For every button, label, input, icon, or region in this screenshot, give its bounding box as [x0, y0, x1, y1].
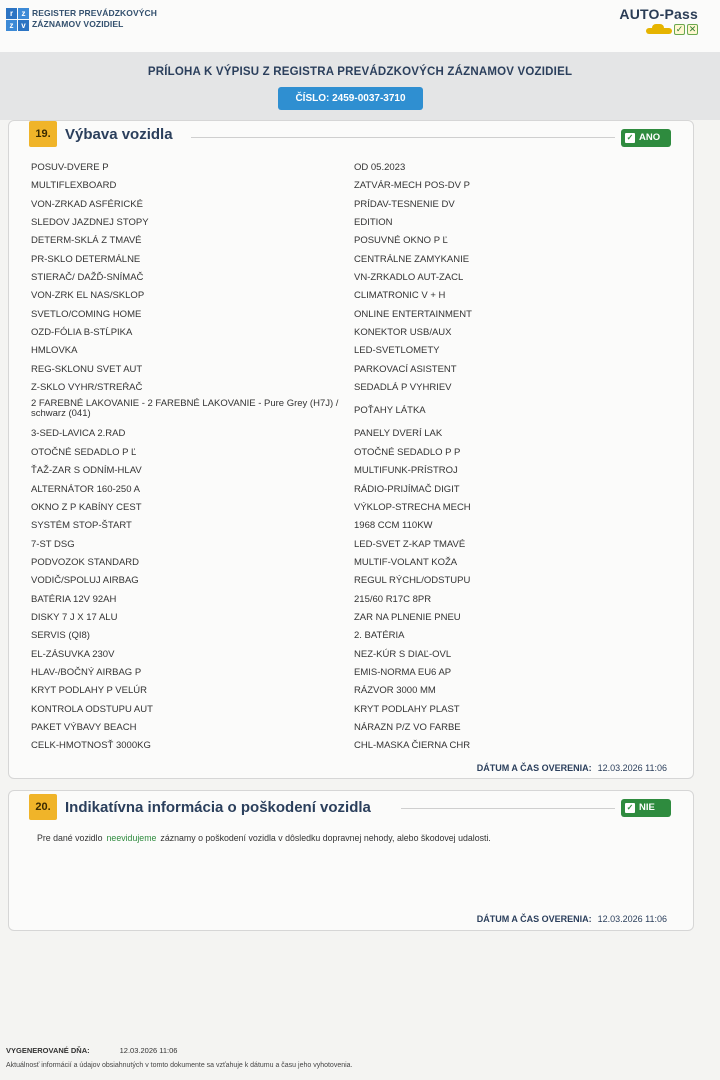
list-item: OTOČNÉ SEDADLO P Ľ [31, 446, 137, 458]
status-badge-label: ANO [639, 132, 661, 143]
list-item: REGUL RÝCHL/ODSTUPU [354, 575, 471, 587]
list-item: CELK-HMOTNOSŤ 3000KG [31, 740, 151, 752]
list-item: KONEKTOR USB/AUX [354, 327, 452, 339]
generated-value: 12.03.2026 11:06 [119, 1046, 178, 1055]
list-item: PRÍDAV-TESNENIE DV [354, 198, 455, 210]
list-item: OZD-FÓLIA B-STĹPIKA [31, 327, 133, 339]
list-item: STIERAČ/ DAŽĎ-SNÍMAČ [31, 272, 144, 284]
list-item: POSUVNÉ OKNO P Ľ [354, 235, 448, 247]
check-icon: ✓ [626, 133, 634, 142]
check-icon: ✓ [626, 803, 634, 812]
list-item: VN-ZRKADLO AUT-ZACL [354, 272, 464, 284]
list-item: REG-SKLONU SVET AUT [31, 363, 143, 375]
damage-info-suffix: záznamy o poškodení vozidla v dôsledku dopravnej nehody, alebo škodovej udalosti. [160, 833, 491, 843]
list-item: ALTERNÁTOR 160-250 A [31, 483, 140, 495]
list-item: KRYT PODLAHY PLAST [354, 703, 460, 715]
list-item: PODVOZOK STANDARD [31, 556, 140, 568]
list-item: MULTIF-VOLANT KOŽA [354, 556, 458, 568]
equipment-list-left [31, 159, 361, 756]
list-item: KONTROLA ODSTUPU AUT [31, 703, 153, 715]
verification-datetime [477, 763, 667, 773]
list-item: VODIČ/SPOLUJ AIRBAG [31, 575, 139, 587]
list-item: Z-SKLO VYHR/STREŔAČ [31, 382, 143, 394]
generated-label: VYGENEROVANÉ DŇA: [6, 1046, 90, 1055]
section-vehicle-equipment [8, 120, 694, 779]
status-badge-label: NIE [639, 802, 655, 813]
autopass-brand: AUTO-Pass [619, 6, 698, 22]
list-item: SEDADLÁ P VYHRIEV [354, 382, 452, 394]
list-item: OD 05.2023 [354, 162, 406, 173]
register-logo-icon: r z z v [6, 8, 28, 30]
section-title: Výbava vozidla [65, 126, 173, 143]
equipment-list-right [354, 159, 684, 756]
list-item: NEZ-KÚR S DIAĽ-OVL [354, 648, 452, 660]
list-item: NÁRAZN P/Z VO FARBE [354, 721, 461, 733]
verification-datetime-value: 12.03.2026 11:06 [597, 914, 667, 924]
verification-datetime-label: DÁTUM A ČAS OVERENIA: [476, 914, 592, 924]
list-item: PR-SKLO DETERMÁLNE [31, 253, 141, 265]
section-title: Indikatívna informácia o poškodení vozidla [65, 799, 371, 816]
list-item: SVETLO/COMING HOME [31, 308, 142, 320]
list-item: CLIMATRONIC V + H [354, 290, 446, 302]
list-item: POŤAHY LÁTKA [354, 405, 426, 417]
list-item: PAKET VÝBAVY BEACH [31, 721, 137, 733]
list-item: MULTIFLEXBOARD [31, 180, 117, 192]
list-item: ZAR NA PLNENIE PNEU [354, 611, 461, 623]
list-item: SYSTÉM STOP-ŠTART [31, 520, 132, 532]
verification-datetime-label: DÁTUM A ČAS OVERENIA: [476, 763, 592, 773]
list-item: MULTIFUNK-PRÍSTROJ [354, 465, 458, 477]
list-item: RÁDIO-PRIJÍMAČ DIGIT [354, 483, 460, 495]
list-item: VÝKLOP-STRECHA MECH [354, 501, 471, 513]
checkbox-crossed-icon: ✕ [688, 24, 697, 34]
list-item: CHL-MASKA ČIERNA CHR [354, 740, 471, 752]
register-logo [6, 8, 157, 30]
list-item: VON-ZRKAD ASFÉRICKÉ [31, 198, 143, 210]
list-item: HLAV-/BOČNÝ AIRBAG P [31, 666, 142, 678]
verification-datetime-value: 12.03.2026 11:06 [597, 763, 667, 773]
list-item: 1968 CCM 110KW [354, 520, 433, 532]
list-item: ONLINE ENTERTAINMENT [354, 308, 472, 320]
list-item: EL-ZÁSUVKA 230V [31, 648, 115, 660]
list-item: 7-ST DSG [31, 538, 75, 550]
document-number-badge: ČÍSLO: 2459-0037-3710 [278, 87, 423, 110]
list-item: CENTRÁLNE ZAMYKANIE [354, 253, 470, 265]
list-item: HMLOVKA [31, 345, 78, 357]
list-item: ŤAŽ-ZAR S ODNÍM-HLAV [31, 465, 142, 477]
list-item: DETERM-SKLÁ Z TMAVÉ [31, 235, 142, 247]
generated-info [6, 1046, 177, 1055]
verification-datetime [477, 914, 667, 924]
list-item: LED-SVET Z-KAP TMAVÉ [354, 538, 466, 550]
list-item: VON-ZRK EL NAS/SKLOP [31, 290, 145, 302]
list-item: OKNO Z P KABÍNY CEST [31, 501, 142, 513]
section-number: 19. [29, 121, 57, 147]
list-item: 2 FAREBNÉ LAKOVANIE - 2 FAREBNÉ LAKOVANIE - Pure Grey (H7J) / schwarz (041) [31, 398, 339, 420]
list-item: POSUV-DVERE P [31, 162, 109, 173]
autopass-logo [619, 6, 698, 36]
list-item: 3-SED-LAVICA 2.RAD [31, 428, 126, 440]
list-item: KRYT PODLAHY P VELÚR [31, 685, 147, 697]
top-bar [0, 0, 720, 52]
list-item: PANELY DVERÍ LAK [354, 428, 443, 440]
damage-info-text [37, 833, 491, 843]
org-name-line1: REGISTER PREVÁDZKOVÝCH [32, 8, 157, 18]
list-item: OTOČNÉ SEDADLO P P [354, 446, 461, 458]
status-badge-yes [621, 129, 671, 147]
section-divider [191, 137, 615, 138]
footer-note: Aktuálnosť informácií a údajov obsiahnutých v tomto dokumente sa vzťahuje k dátumu a času jeho vyhotovenia. [6, 1062, 353, 1069]
checkbox-checked-icon: ✓ [675, 24, 684, 34]
list-item: 2. BATÉRIA [354, 630, 405, 642]
status-badge-no [621, 799, 671, 817]
list-item: BATÉRIA 12V 92AH [31, 593, 117, 605]
list-item: PARKOVACÍ ASISTENT [354, 363, 457, 375]
damage-info-prefix: Pre dané vozidlo [37, 833, 103, 843]
list-item: EDITION [354, 217, 393, 229]
section-number: 20. [29, 794, 57, 820]
list-item: SLEDOV JAZDNEJ STOPY [31, 217, 149, 229]
damage-info-highlight: neevidujeme [106, 833, 157, 843]
list-item: ZATVÁR-MECH POS-DV P [354, 180, 470, 192]
section-divider [401, 808, 615, 809]
list-item: DISKY 7 J X 17 ALU [31, 611, 118, 623]
list-item: 215/60 R17C 8PR [354, 593, 432, 605]
list-item: SERVIS (QI8) [31, 630, 90, 642]
list-item: LED-SVETLOMETY [354, 345, 440, 357]
org-name-line2: ZÁZNAMOV VOZIDIEL [32, 19, 124, 29]
car-icon [646, 24, 672, 36]
section-damage-info [8, 790, 694, 931]
list-item: RÁZVOR 3000 MM [354, 685, 436, 697]
document-title: PRÍLOHA K VÝPISU Z REGISTRA PREVÁDZKOVÝCH ZÁZNAMOV VOZIDIEL [147, 66, 573, 78]
list-item: EMIS-NORMA EU6 AP [354, 666, 452, 678]
